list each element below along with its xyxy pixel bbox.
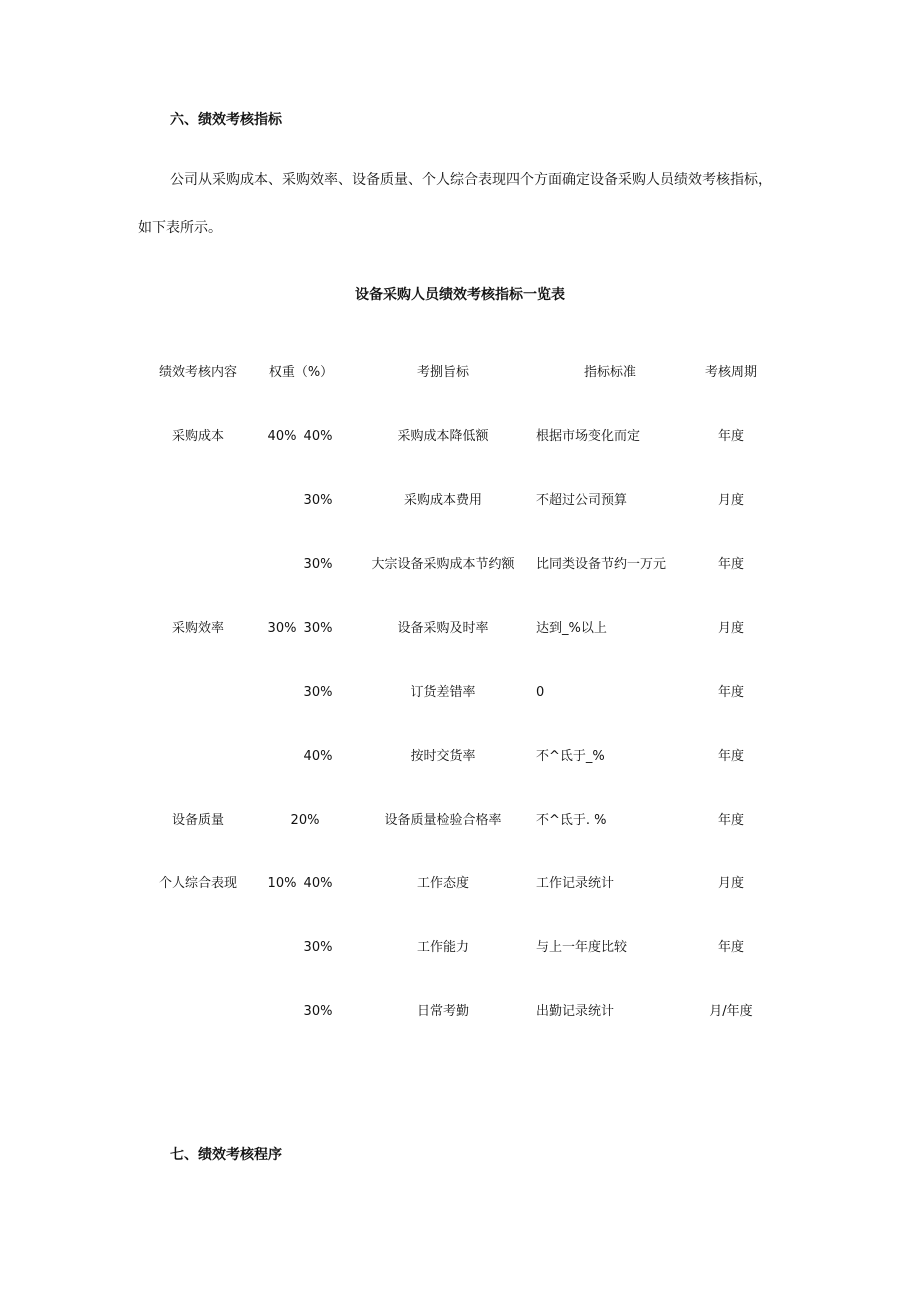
row-sub-weight: 30% bbox=[303, 685, 333, 700]
row-standard: 出勤记录统计 bbox=[536, 1004, 615, 1019]
row-cycle: 月度 bbox=[717, 621, 744, 636]
row-standard: 不^氐于_% bbox=[536, 749, 605, 764]
row-sub-weight: 40% bbox=[303, 876, 333, 891]
intro-text: 公司从采购成本、采购效率、设备质量、个人综合表现四个方面确定设备采购人员绩效考核指标，如下表所示。 bbox=[138, 172, 772, 236]
header-cycle: 考核周期 bbox=[704, 365, 757, 380]
row-standard: 不^氐于. % bbox=[536, 813, 607, 828]
row-standard: 根据市场变化而定 bbox=[536, 429, 641, 444]
header-weight: 权重（%） bbox=[268, 365, 334, 380]
row-cycle: 月度 bbox=[717, 876, 744, 891]
header-standard: 指标标准 bbox=[583, 365, 636, 380]
row-cycle: 年度 bbox=[717, 749, 744, 764]
row-sub-weight: 40% bbox=[303, 749, 333, 764]
row-content: 采购成本 bbox=[171, 429, 224, 444]
row-standard: 工作记录统计 bbox=[536, 876, 615, 891]
row-sub-weight: 30% bbox=[303, 557, 333, 572]
section-6-heading: 六、绩效考核指标 bbox=[170, 112, 282, 128]
row-target: 设备采购及时率 bbox=[397, 621, 489, 636]
row-content: 个人综合表现 bbox=[158, 876, 237, 891]
row-weight: 30% bbox=[267, 621, 297, 636]
table-title: 设备采购人员绩效考核指标一览表 bbox=[355, 287, 565, 303]
row-sub-weight: 30% bbox=[303, 940, 333, 955]
row-standard: 不超过公司预算 bbox=[536, 493, 628, 508]
row-sub-weight: 30% bbox=[303, 1004, 333, 1019]
row-standard: 与上一年度比较 bbox=[536, 940, 628, 955]
row-standard: 达到_%以上 bbox=[536, 621, 607, 636]
row-target: 采购成本费用 bbox=[403, 493, 482, 508]
row-target: 按时交货率 bbox=[410, 749, 476, 764]
header-content: 绩效考核内容 bbox=[158, 365, 237, 380]
row-cycle: 年度 bbox=[717, 940, 744, 955]
row-sub-weight: 30% bbox=[303, 621, 333, 636]
row-target: 工作态度 bbox=[416, 876, 469, 891]
row-target: 日常考勤 bbox=[416, 1004, 469, 1019]
row-target: 设备质量检验合格率 bbox=[384, 813, 502, 828]
row-target: 工作能力 bbox=[416, 940, 469, 955]
header-target: 考捌旨标 bbox=[416, 365, 469, 380]
row-cycle: 年度 bbox=[717, 685, 744, 700]
row-weight: 10% bbox=[267, 876, 297, 891]
row-cycle: 年度 bbox=[717, 429, 744, 444]
row-standard: 比同类设备节约一万元 bbox=[536, 557, 667, 572]
row-standard: 0 bbox=[536, 685, 545, 700]
row-target: 订货差错率 bbox=[410, 685, 476, 700]
row-sub-weight: 40% bbox=[303, 429, 333, 444]
row-target: 大宗设备采购成本节约额 bbox=[371, 557, 515, 572]
section-7-heading: 七、绩效考核程序 bbox=[170, 1147, 282, 1163]
row-merged-weight: 20% bbox=[290, 813, 320, 828]
row-weight: 40% bbox=[267, 429, 297, 444]
intro-paragraph bbox=[138, 156, 778, 252]
row-cycle: 月度 bbox=[717, 493, 744, 508]
row-cycle: 年度 bbox=[717, 557, 744, 572]
row-content: 设备质量 bbox=[171, 813, 224, 828]
row-cycle: 年度 bbox=[717, 813, 744, 828]
row-target: 采购成本降低额 bbox=[397, 429, 489, 444]
row-sub-weight: 30% bbox=[303, 493, 333, 508]
row-cycle: 月/年度 bbox=[709, 1004, 753, 1019]
row-content: 采购效率 bbox=[171, 621, 224, 636]
